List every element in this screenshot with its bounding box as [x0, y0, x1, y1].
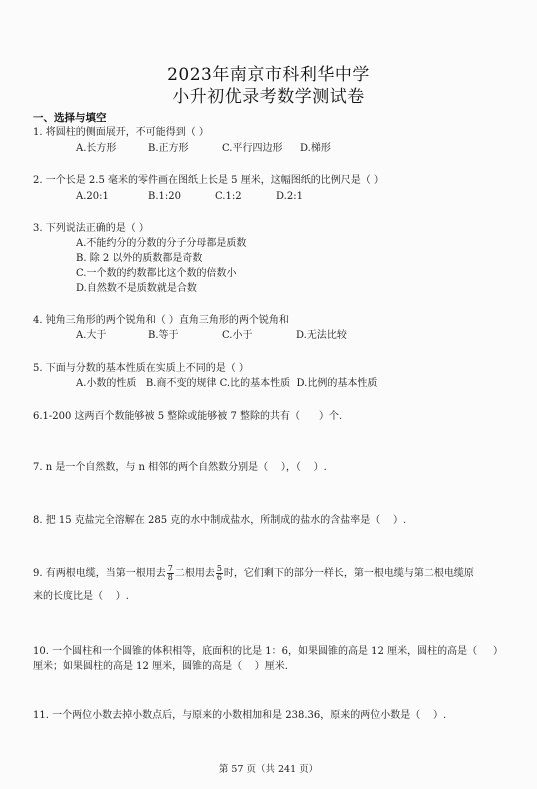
section-heading: 一、选择与填空 — [33, 112, 107, 124]
question-11: 11. 一个两位小数去掉小数点后，与原来的小数相加和是 238.36，原来的两位小数是（ ）. — [33, 710, 447, 721]
q9-text-part2: 二根用去 — [174, 568, 215, 579]
q3-option-b: B. 除 2 以外的质数都是奇数 — [76, 253, 203, 264]
q2-option-b: B.1:20 — [148, 191, 181, 202]
q9-fraction-2-numerator: 5 — [216, 564, 222, 573]
q3-option-c: C.一个数的约数都比这个数的倍数小 — [76, 268, 237, 279]
q9-fraction-1-numerator: 7 — [167, 564, 173, 573]
q9-fraction-1-denominator: 8 — [167, 573, 173, 582]
question-2: 2. 一个长是 2.5 毫米的零件画在图纸上长是 5 厘米，这幅图纸的比例尺是（ ） — [33, 175, 384, 186]
q9-text-part1: 9. 有两根电缆，当第一根用去 — [33, 568, 166, 579]
q2-option-c: C.1:2 — [215, 191, 242, 202]
q1-option-c: C.平行四边形 — [222, 143, 283, 154]
q9-fraction-2-denominator: 6 — [216, 573, 222, 582]
question-7: 7. n 是一个自然数，与 n 相邻的两个自然数分别是（ ），（ ）. — [33, 462, 327, 473]
page-number: 第 57 页（共 241 页） — [218, 764, 319, 775]
exam-title-line1: 2023年南京市科利华中学 — [167, 65, 370, 85]
q9-fraction-2 — [216, 565, 223, 582]
q4-option-d: D.无法比较 — [296, 330, 347, 341]
q4-option-c: C.小于 — [222, 330, 253, 341]
question-9-line1 — [33, 565, 474, 582]
q4-option-b: B.等于 — [148, 330, 179, 341]
q4-option-a: A.大于 — [76, 330, 107, 341]
q2-option-d: D.2:1 — [276, 191, 303, 202]
q3-option-d: D.自然数不是质数就是合数 — [76, 283, 197, 294]
question-10-line1: 10. 一个圆柱和一个圆锥的体积相等，底面积的比是 1：6，如果圆锥的高是 12 厘米，圆柱的高是（ ） — [33, 646, 503, 657]
exam-title-line2: 小升初优录考数学测试卷 — [172, 87, 365, 107]
question-3: 3. 下列说法正确的是（ ） — [33, 223, 149, 234]
question-9-line2: 来的长度比是（ ）. — [33, 591, 129, 602]
q1-option-a: A.长方形 — [76, 143, 117, 154]
q2-option-a: A.20:1 — [76, 191, 109, 202]
question-6: 6.1-200 这两百个数能够被 5 整除或能够被 7 整除的共有（ ）个. — [33, 411, 343, 422]
q5-options: A.小数的性质 B.商不变的规律 C.比的基本性质 D.比例的基本性质 — [76, 378, 378, 389]
q9-fraction-1 — [167, 565, 174, 582]
question-4: 4. 钝角三角形的两个锐角和（ ）直角三角形的两个锐角和 — [33, 315, 289, 326]
question-1: 1. 将圆柱的侧面展开，不可能得到（ ） — [33, 127, 209, 138]
question-8: 8. 把 15 克盐完全溶解在 285 克的水中制成盐水，所制成的盐水的含盐率是（ ）. — [33, 515, 407, 526]
q9-text-part3: 时，它们剩下的部分一样长，第一根电缆与第二根电缆原 — [223, 568, 474, 579]
question-10-line2: 厘米；如果圆柱的高是 12 厘米，圆锥的高是（ ）厘米. — [33, 661, 288, 672]
q1-option-d: D.梯形 — [300, 143, 331, 154]
question-5: 5. 下面与分数的基本性质在实质上不同的是（ ） — [33, 363, 249, 374]
q1-option-b: B.正方形 — [148, 143, 189, 154]
q3-option-a: A.不能约分的分数的分子分母都是质数 — [76, 238, 247, 249]
